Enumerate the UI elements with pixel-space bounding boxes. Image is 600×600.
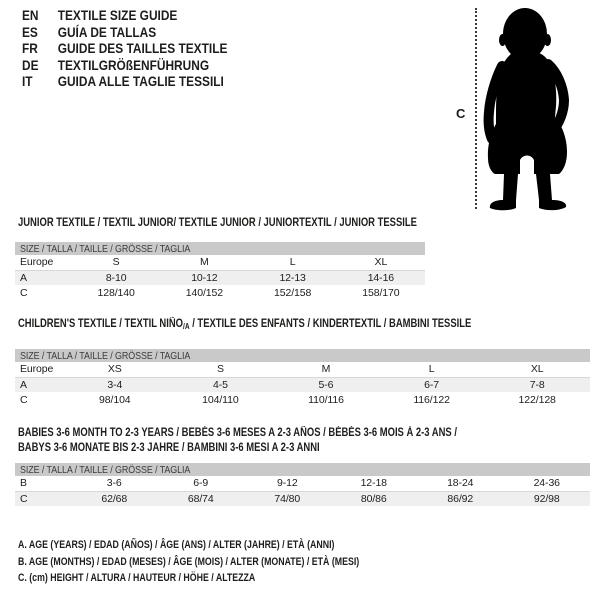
baby-silhouette-icon bbox=[478, 6, 598, 212]
row-label: C bbox=[20, 286, 28, 299]
table-cell: 7-8 bbox=[484, 377, 590, 392]
table-cell: 5-6 bbox=[273, 377, 379, 392]
lang-code: FR bbox=[22, 40, 38, 56]
language-title-block bbox=[22, 7, 227, 90]
size-header-label: SIZE / TALLA / TAILLE / GRÖSSE / TAGLIA bbox=[15, 349, 590, 362]
table-row-height bbox=[15, 392, 590, 407]
legend-line-b: B. AGE (MONTHS) / EDAD (MESES) / ÂGE (MOIS) / ALTER (MONATE) / ETÀ (MESI) bbox=[18, 555, 360, 568]
lang-title: GUIDE DES TAILLES TEXTILE bbox=[57, 40, 228, 56]
lang-row-es bbox=[22, 24, 227, 41]
row-label: A bbox=[15, 377, 62, 392]
children-size-table bbox=[15, 349, 590, 407]
table-cell: M bbox=[200, 256, 209, 269]
table-cell: 24-36 bbox=[533, 477, 560, 490]
row-label: C bbox=[15, 491, 71, 506]
lang-code: ES bbox=[22, 23, 38, 40]
row-label: A bbox=[15, 270, 72, 285]
table-cell: L bbox=[428, 363, 435, 376]
table-cell: XL bbox=[374, 256, 388, 269]
table-cell: 110/116 bbox=[308, 393, 344, 406]
lang-code: IT bbox=[22, 73, 33, 89]
table-cell: 68/74 bbox=[158, 491, 245, 506]
table-cell: S bbox=[112, 256, 120, 269]
table-cell: 62/68 bbox=[71, 491, 158, 506]
row-label: Europe bbox=[20, 256, 54, 269]
table-row-europe bbox=[15, 255, 425, 270]
table-cell: 6-9 bbox=[193, 477, 209, 490]
table-cell: 12-18 bbox=[360, 477, 387, 490]
table-cell: 9-12 bbox=[276, 477, 298, 490]
size-header-bar bbox=[15, 242, 425, 255]
babies-table-title-line1: BABIES 3-6 MONTH TO 2-3 YEARS / BEBÉS 3-6 MESES A 2-3 AÑOS / BÉBÉS 3-6 MOIS À 2-3 ANS / bbox=[18, 427, 457, 439]
lang-title: GUIDA ALLE TAGLIE TESSILI bbox=[57, 73, 224, 89]
table-cell: 80/86 bbox=[331, 491, 418, 506]
lang-title: TEXTILGRÖßENFÜHRUNG bbox=[57, 56, 210, 73]
table-cell: 10-12 bbox=[160, 270, 248, 285]
table-cell: L bbox=[289, 256, 296, 269]
measure-legend bbox=[18, 537, 359, 587]
table-cell: 4-5 bbox=[168, 377, 274, 392]
table-cell: 158/170 bbox=[362, 286, 400, 299]
size-header-label: SIZE / TALLA / TAILLE / GRÖSSE / TAGLIA bbox=[15, 463, 590, 476]
height-measure-label: C bbox=[456, 106, 466, 121]
table-cell: 92/98 bbox=[504, 491, 591, 506]
table-cell: 116/122 bbox=[413, 393, 450, 406]
table-row-age bbox=[15, 377, 590, 392]
table-cell: 12-13 bbox=[249, 270, 337, 285]
table-cell: 8-10 bbox=[72, 270, 160, 285]
lang-row-en bbox=[22, 7, 227, 24]
junior-table-title: JUNIOR TEXTILE / TEXTIL JUNIOR/ TEXTILE JUNIOR / JUNIORTEXTIL / JUNIOR TESSILE bbox=[18, 217, 417, 229]
table-cell: 152/158 bbox=[273, 286, 312, 299]
table-cell: 3-4 bbox=[62, 377, 168, 392]
size-header-label: SIZE / TALLA / TAILLE / GRÖSSE / TAGLIA bbox=[15, 242, 425, 255]
size-header-bar bbox=[15, 463, 590, 476]
table-row-height bbox=[15, 491, 590, 506]
table-cell: XS bbox=[107, 363, 122, 376]
table-cell: 74/80 bbox=[244, 491, 331, 506]
lang-title: TEXTILE SIZE GUIDE bbox=[57, 7, 178, 23]
table-cell: 98/104 bbox=[99, 393, 131, 406]
row-label: B bbox=[20, 477, 27, 490]
junior-size-table bbox=[15, 242, 425, 300]
lang-code: EN bbox=[22, 7, 39, 23]
lang-row-de bbox=[22, 57, 227, 74]
babies-table-title bbox=[18, 426, 457, 456]
table-cell: M bbox=[321, 363, 331, 376]
height-dotted-line-icon bbox=[475, 8, 477, 209]
size-header-bar bbox=[15, 349, 590, 362]
table-cell: 86/92 bbox=[417, 491, 504, 506]
row-label: C bbox=[20, 393, 28, 406]
children-table-title: CHILDREN'S TEXTILE / TEXTIL NIÑO/A / TEXTILE DES ENFANTS / KINDERTEXTIL / BAMBINI TESSILE bbox=[18, 318, 472, 331]
table-cell: XL bbox=[530, 363, 544, 376]
height-measure-figure bbox=[448, 4, 600, 216]
babies-size-table bbox=[15, 463, 590, 506]
table-row-age bbox=[15, 270, 425, 285]
lang-row-fr bbox=[22, 40, 227, 57]
table-cell: 18-24 bbox=[447, 477, 474, 490]
table-cell: 14-16 bbox=[337, 270, 425, 285]
lang-title: GUÍA DE TALLAS bbox=[57, 23, 157, 40]
lang-row-it bbox=[22, 73, 227, 90]
table-cell: 104/110 bbox=[202, 393, 239, 406]
table-row-europe bbox=[15, 362, 590, 377]
table-cell: 140/152 bbox=[185, 286, 223, 299]
table-cell: S bbox=[216, 363, 224, 376]
table-row-months bbox=[15, 476, 590, 491]
table-row-height bbox=[15, 285, 425, 300]
lang-code: DE bbox=[22, 56, 39, 73]
legend-line-c: C. (cm) HEIGHT / ALTURA / HAUTEUR / HÖHE / ALTEZZA bbox=[18, 572, 256, 584]
table-cell: 6-7 bbox=[379, 377, 485, 392]
row-label: Europe bbox=[20, 363, 54, 376]
legend-line-a: A. AGE (YEARS) / EDAD (AÑOS) / ÂGE (ANS) / ALTER (JAHRE) / ETÀ (ANNI) bbox=[18, 539, 335, 551]
table-cell: 128/140 bbox=[97, 286, 135, 299]
babies-table-title-line2: BABYS 3-6 MONATE BIS 2-3 JAHRE / BAMBINI 3-6 MESI A 2-3 ANNI bbox=[18, 442, 320, 454]
table-cell: 122/128 bbox=[518, 393, 556, 406]
table-cell: 3-6 bbox=[106, 477, 122, 490]
